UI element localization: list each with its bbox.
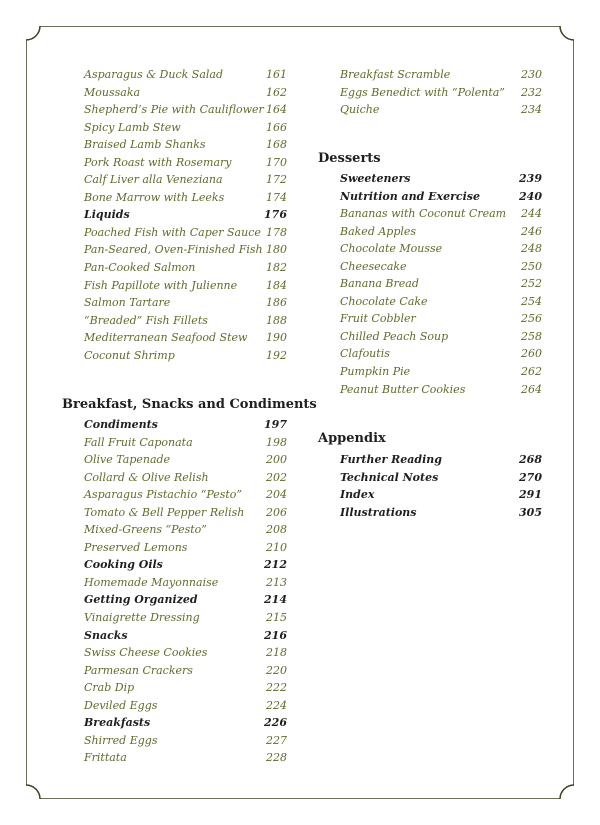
toc-entry-page: 192 (266, 348, 287, 362)
toc-entry (318, 223, 542, 241)
toc-entry-page: 252 (521, 277, 542, 291)
toc-entry-title: Snacks (84, 628, 128, 642)
toc-entry-page: 168 (266, 138, 287, 152)
toc-entry-title: Sweeteners (340, 172, 411, 185)
toc-entry-title: Fruit Cobbler (340, 312, 416, 326)
toc-entry-title: Preserved Lemons (84, 540, 188, 554)
toc-entry-page: 215 (266, 611, 287, 625)
toc-entry-page: 230 (521, 68, 542, 81)
toc-entry-title: Crab Dip (84, 681, 135, 695)
toc-entry (318, 101, 542, 119)
toc-entry-title: Further Reading (340, 453, 442, 466)
toc-entry (62, 451, 287, 469)
toc-entry (62, 469, 287, 487)
toc-entry (318, 275, 542, 293)
section-heading-breakfast: Breakfast, Snacks and Condiments (62, 397, 317, 412)
toc-entry (62, 521, 287, 539)
toc-entry-page: 208 (266, 523, 287, 537)
toc-entry-title: Vinaigrette Dressing (84, 611, 200, 625)
toc-entry (62, 416, 287, 434)
toc-entry (62, 312, 287, 330)
toc-entry (62, 259, 287, 277)
toc-entry (318, 345, 542, 363)
section-heading-desserts: Desserts (318, 151, 381, 166)
toc-entry-title: Poached Fish with Caper Sauce (84, 225, 261, 239)
toc-entry-page: 212 (264, 558, 287, 572)
toc-entry-page: 170 (266, 155, 287, 169)
toc-entry (318, 205, 542, 223)
toc-entry-title: Clafoutis (340, 347, 390, 361)
toc-entry (62, 84, 287, 102)
toc-entry (318, 258, 542, 276)
toc-entry-title: Homemade Mayonnaise (84, 575, 219, 589)
toc-entry-page: 213 (266, 575, 287, 589)
toc-entry (318, 469, 542, 487)
toc-entry-page: 291 (519, 488, 542, 502)
toc-entry-title: Pan-Cooked Salmon (84, 261, 196, 275)
toc-entry-title: Getting Organized (84, 593, 198, 607)
toc-entry-title: Coconut Shrimp (84, 348, 175, 362)
toc-entry-page: 234 (521, 103, 542, 117)
toc-entry-title: Calf Liver alla Veneziana (84, 173, 223, 187)
toc-entry-page: 197 (264, 418, 287, 431)
toc-entry-page: 188 (266, 313, 287, 327)
left-top-list (62, 66, 287, 364)
toc-entry-title: Frittata (84, 751, 127, 765)
toc-entry-title: Asparagus & Duck Salad (84, 68, 223, 81)
toc-entry (318, 328, 542, 346)
toc-entry-title: Banana Bread (340, 277, 419, 291)
toc-entry (62, 679, 287, 697)
toc-entry (62, 136, 287, 154)
toc-entry (62, 732, 287, 750)
right-top-list (318, 66, 542, 119)
toc-entry-page: 256 (521, 312, 542, 326)
toc-entry-page: 200 (266, 453, 287, 467)
toc-entry (62, 154, 287, 172)
toc-entry (62, 329, 287, 347)
toc-entry (62, 294, 287, 312)
desserts-list (318, 170, 542, 398)
toc-entry-title: Pork Roast with Rosemary (84, 155, 232, 169)
toc-entry-page: 202 (266, 470, 287, 484)
toc-entry (62, 574, 287, 592)
toc-entry (318, 381, 542, 399)
toc-entry-title: Cheesecake (340, 259, 407, 273)
toc-entry-title: Breakfasts (84, 716, 151, 730)
toc-entry-page: 264 (521, 382, 542, 396)
toc-entry-title: Spicy Lamb Stew (84, 120, 181, 134)
toc-entry-page: 180 (266, 243, 287, 257)
toc-entry (62, 434, 287, 452)
toc-entry-page: 240 (519, 189, 542, 203)
toc-entry (62, 644, 287, 662)
toc-entry-page: 262 (521, 365, 542, 379)
left-section-list (62, 416, 287, 767)
toc-entry-page: 161 (266, 68, 287, 81)
toc-entry (62, 241, 287, 259)
toc-entry-page: 258 (521, 329, 542, 343)
toc-entry (318, 504, 542, 522)
toc-entry (62, 749, 287, 767)
toc-entry-page: 174 (266, 190, 287, 204)
toc-entry-page: 239 (519, 172, 542, 185)
toc-entry-page: 178 (266, 225, 287, 239)
toc-entry-page: 254 (521, 294, 542, 308)
toc-entry-page: 210 (266, 540, 287, 554)
toc-entry-page: 248 (521, 242, 542, 256)
toc-entry (62, 609, 287, 627)
toc-entry (62, 347, 287, 365)
toc-entry-page: 216 (264, 628, 287, 642)
toc-entry-title: Shirred Eggs (84, 733, 158, 747)
toc-entry (62, 556, 287, 574)
toc-entry (318, 310, 542, 328)
toc-entry (62, 697, 287, 715)
toc-entry-title: Liquids (84, 208, 130, 222)
toc-entry-title: Swiss Cheese Cookies (84, 646, 208, 660)
toc-entry-page: 166 (266, 120, 287, 134)
toc-entry-title: Salmon Tartare (84, 296, 171, 310)
toc-entry-page: 164 (266, 103, 287, 117)
toc-entry (318, 486, 542, 504)
toc-entry (62, 277, 287, 295)
toc-entry-title: Olive Tapenade (84, 453, 171, 467)
toc-entry-title: Parmesan Crackers (84, 663, 193, 677)
toc-entry-page: 162 (266, 85, 287, 99)
toc-entry (62, 714, 287, 732)
toc-entry-page: 224 (266, 698, 287, 712)
toc-entry-title: Mixed-Greens “Pesto” (84, 523, 207, 537)
toc-entry-title: Fall Fruit Caponata (84, 435, 193, 449)
toc-entry (62, 119, 287, 137)
toc-entry (62, 591, 287, 609)
toc-entry (62, 504, 287, 522)
toc-entry (318, 363, 542, 381)
toc-entry (62, 662, 287, 680)
toc-entry-title: Fish Papillote with Julienne (84, 278, 238, 292)
toc-entry-title: Condiments (84, 418, 158, 431)
toc-entry-page: 244 (521, 207, 542, 221)
toc-entry-page: 214 (264, 593, 287, 607)
toc-entry (62, 101, 287, 119)
toc-entry (318, 240, 542, 258)
toc-entry-page: 228 (266, 751, 287, 765)
toc-entry-page: 182 (266, 261, 287, 275)
toc-entry-title: Shepherd’s Pie with Cauliflower (84, 103, 264, 117)
toc-entry-title: Baked Apples (340, 224, 417, 238)
toc-entry-title: Nutrition and Exercise (340, 189, 480, 203)
toc-entry-page: 250 (521, 259, 542, 273)
toc-entry-title: Tomato & Bell Pepper Relish (84, 505, 245, 519)
toc-entry-page: 270 (519, 470, 542, 484)
toc-entry-title: Bone Marrow with Leeks (84, 190, 225, 204)
toc-entry-page: 227 (266, 733, 287, 747)
toc-entry-page: 206 (266, 505, 287, 519)
toc-entry (318, 451, 542, 469)
toc-entry (318, 188, 542, 206)
toc-entry-page: 222 (266, 681, 287, 695)
toc-entry-title: Braised Lamb Shanks (84, 138, 206, 152)
toc-entry-title: Cooking Oils (84, 558, 163, 572)
appendix-list (318, 451, 542, 521)
toc-entry (62, 224, 287, 242)
toc-entry-page: 268 (519, 453, 542, 466)
toc-entry-title: Eggs Benedict with “Polenta” (340, 85, 505, 99)
toc-entry-page: 232 (521, 85, 542, 99)
toc-entry-page: 220 (266, 663, 287, 677)
toc-entry-page: 305 (519, 505, 542, 519)
toc-entry (318, 293, 542, 311)
toc-entry (318, 84, 542, 102)
toc-entry-page: 186 (266, 296, 287, 310)
toc-entry-title: Index (340, 488, 375, 502)
toc-entry (62, 189, 287, 207)
toc-entry-title: “Breaded” Fish Fillets (84, 313, 208, 327)
toc-entry-title: Bananas with Coconut Cream (340, 207, 507, 221)
toc-entry (62, 627, 287, 645)
toc-entry-title: Mediterranean Seafood Stew (84, 331, 248, 345)
toc-entry-title: Peanut Butter Cookies (340, 382, 466, 396)
toc-entry-page: 246 (521, 224, 542, 238)
toc-entry (318, 170, 542, 188)
toc-entry-page: 260 (521, 347, 542, 361)
toc-entry (62, 66, 287, 84)
toc-entry (62, 206, 287, 224)
section-heading-appendix: Appendix (318, 431, 386, 446)
toc-entry-title: Pumpkin Pie (340, 365, 411, 379)
toc-entry-title: Collard & Olive Relish (84, 470, 209, 484)
toc-entry-title: Moussaka (84, 85, 141, 99)
toc-entry (62, 171, 287, 189)
toc-entry-page: 172 (266, 173, 287, 187)
toc-entry-page: 190 (266, 331, 287, 345)
toc-entry-title: Asparagus Pistachio “Pesto” (84, 488, 243, 502)
toc-entry-page: 198 (266, 435, 287, 449)
toc-entry-title: Breakfast Scramble (340, 68, 451, 81)
toc-entry-title: Chilled Peach Soup (340, 329, 449, 343)
toc-entry (62, 539, 287, 557)
toc-entry-title: Deviled Eggs (84, 698, 158, 712)
toc-entry-page: 226 (264, 716, 287, 730)
toc-entry (62, 486, 287, 504)
toc-entry-title: Chocolate Mousse (340, 242, 443, 256)
toc-entry-page: 204 (266, 488, 287, 502)
toc-entry-title: Chocolate Cake (340, 294, 428, 308)
toc-entry-page: 218 (266, 646, 287, 660)
toc-entry-page: 184 (266, 278, 287, 292)
toc-entry (318, 66, 542, 84)
toc-entry-title: Illustrations (340, 505, 417, 519)
toc-entry-title: Quiche (340, 103, 380, 117)
toc-entry-title: Pan-Seared, Oven-Finished Fish (84, 243, 263, 257)
toc-entry-title: Technical Notes (340, 470, 439, 484)
toc-entry-page: 176 (264, 208, 287, 222)
